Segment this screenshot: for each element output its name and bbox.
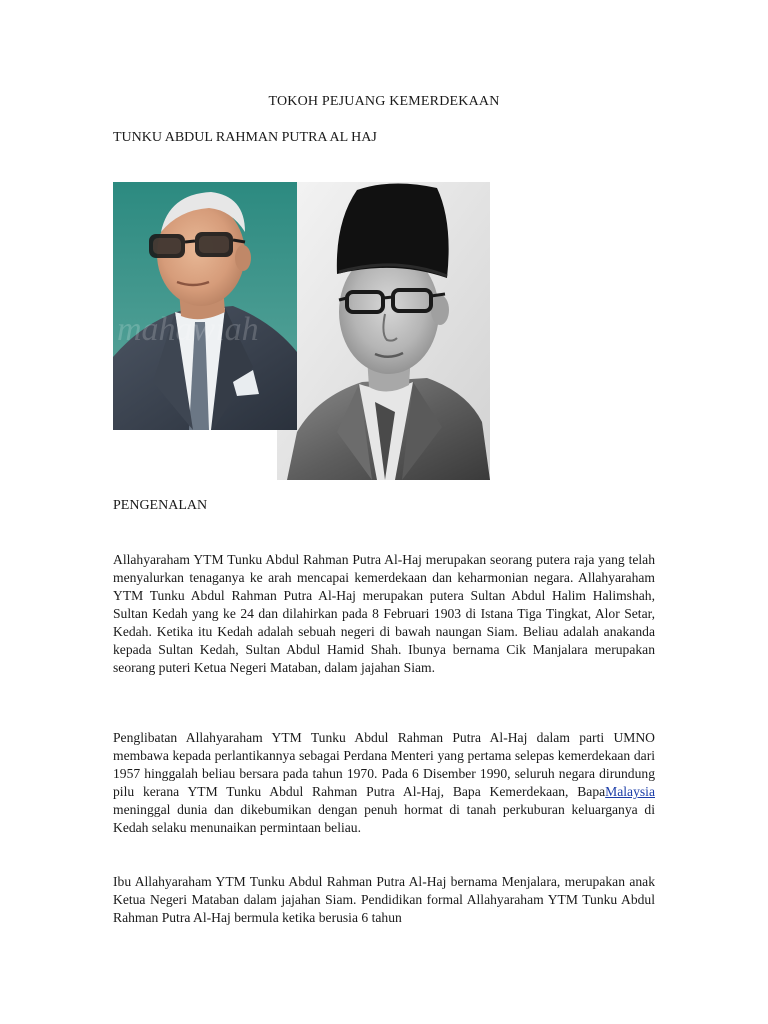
paragraph-1: Allahyaraham YTM Tunku Abdul Rahman Putra Al-Haj merupakan seorang putera raja yang telah menyalurkan tenaganya ke arah mencapai kemerdekaan dan keharmonian negara. Allahyaraham YTM Tunku Abdul Rahman Putra Al-Haj merupakan putera Sultan Abdul Halim Halimshah, Sultan Kedah yang ke 24 dan dilahirkan pada 8 Februari 1903 di Istana Tiga Tingkat, Alor Setar, Kedah. Ketika itu Kedah adalah sebuah negeri di bawah naungan Siam. Beliau adalah anakanda kepada Sultan Kedah, Sultan Abdul Hamid Shah. Ibunya bernama Cik Manjalara merupakan seorang puteri Ketua Negeri Mataban, dalam jajahan Siam.: [113, 552, 655, 675]
document-subtitle: TUNKU ABDUL RAHMAN PUTRA AL HAJ: [113, 130, 377, 145]
paragraph-3: Ibu Allahyaraham YTM Tunku Abdul Rahman Putra Al-Haj bernama Menjalara, merupakan anak Ketua Negeri Mataban dalam jajahan Siam. Pendidikan formal Allahyaraham YTM Tunku Abdul Rahman Putra Al-Haj bermula ketika berusia 6 tahun: [113, 874, 655, 925]
watermark-text: mahawiah: [117, 311, 259, 348]
paragraph-2: [113, 729, 655, 837]
malaysia-link[interactable]: Malaysia: [605, 784, 655, 799]
paragraph-2-text-before: Penglibatan Allahyaraham YTM Tunku Abdul Rahman Putra Al-Haj dalam parti UMNO membawa kepada perlantikannya sebagai Perdana Menteri yang pertama selepas kemerdekaan dari 1957 hinggalah beliau bersara pada tahun 1970. Pada 6 Disember 1990, seluruh negara dirundung pilu kerana YTM Tunku Abdul Rahman Putra Al-Haj, Bapa Kemerdekaan, Bapa: [113, 730, 655, 799]
section-heading: PENGENALAN: [113, 498, 208, 513]
portrait-photo-color: [113, 182, 297, 430]
portrait-photo-bw: [277, 182, 490, 480]
paragraph-2-text-after: meninggal dunia dan dikebumikan dengan penuh hormat di tanah perkuburan keluarganya di Kedah selaku menunaikan permintaan beliau.: [113, 802, 655, 835]
document-title: TOKOH PEJUANG KEMERDEKAAN: [268, 94, 500, 109]
